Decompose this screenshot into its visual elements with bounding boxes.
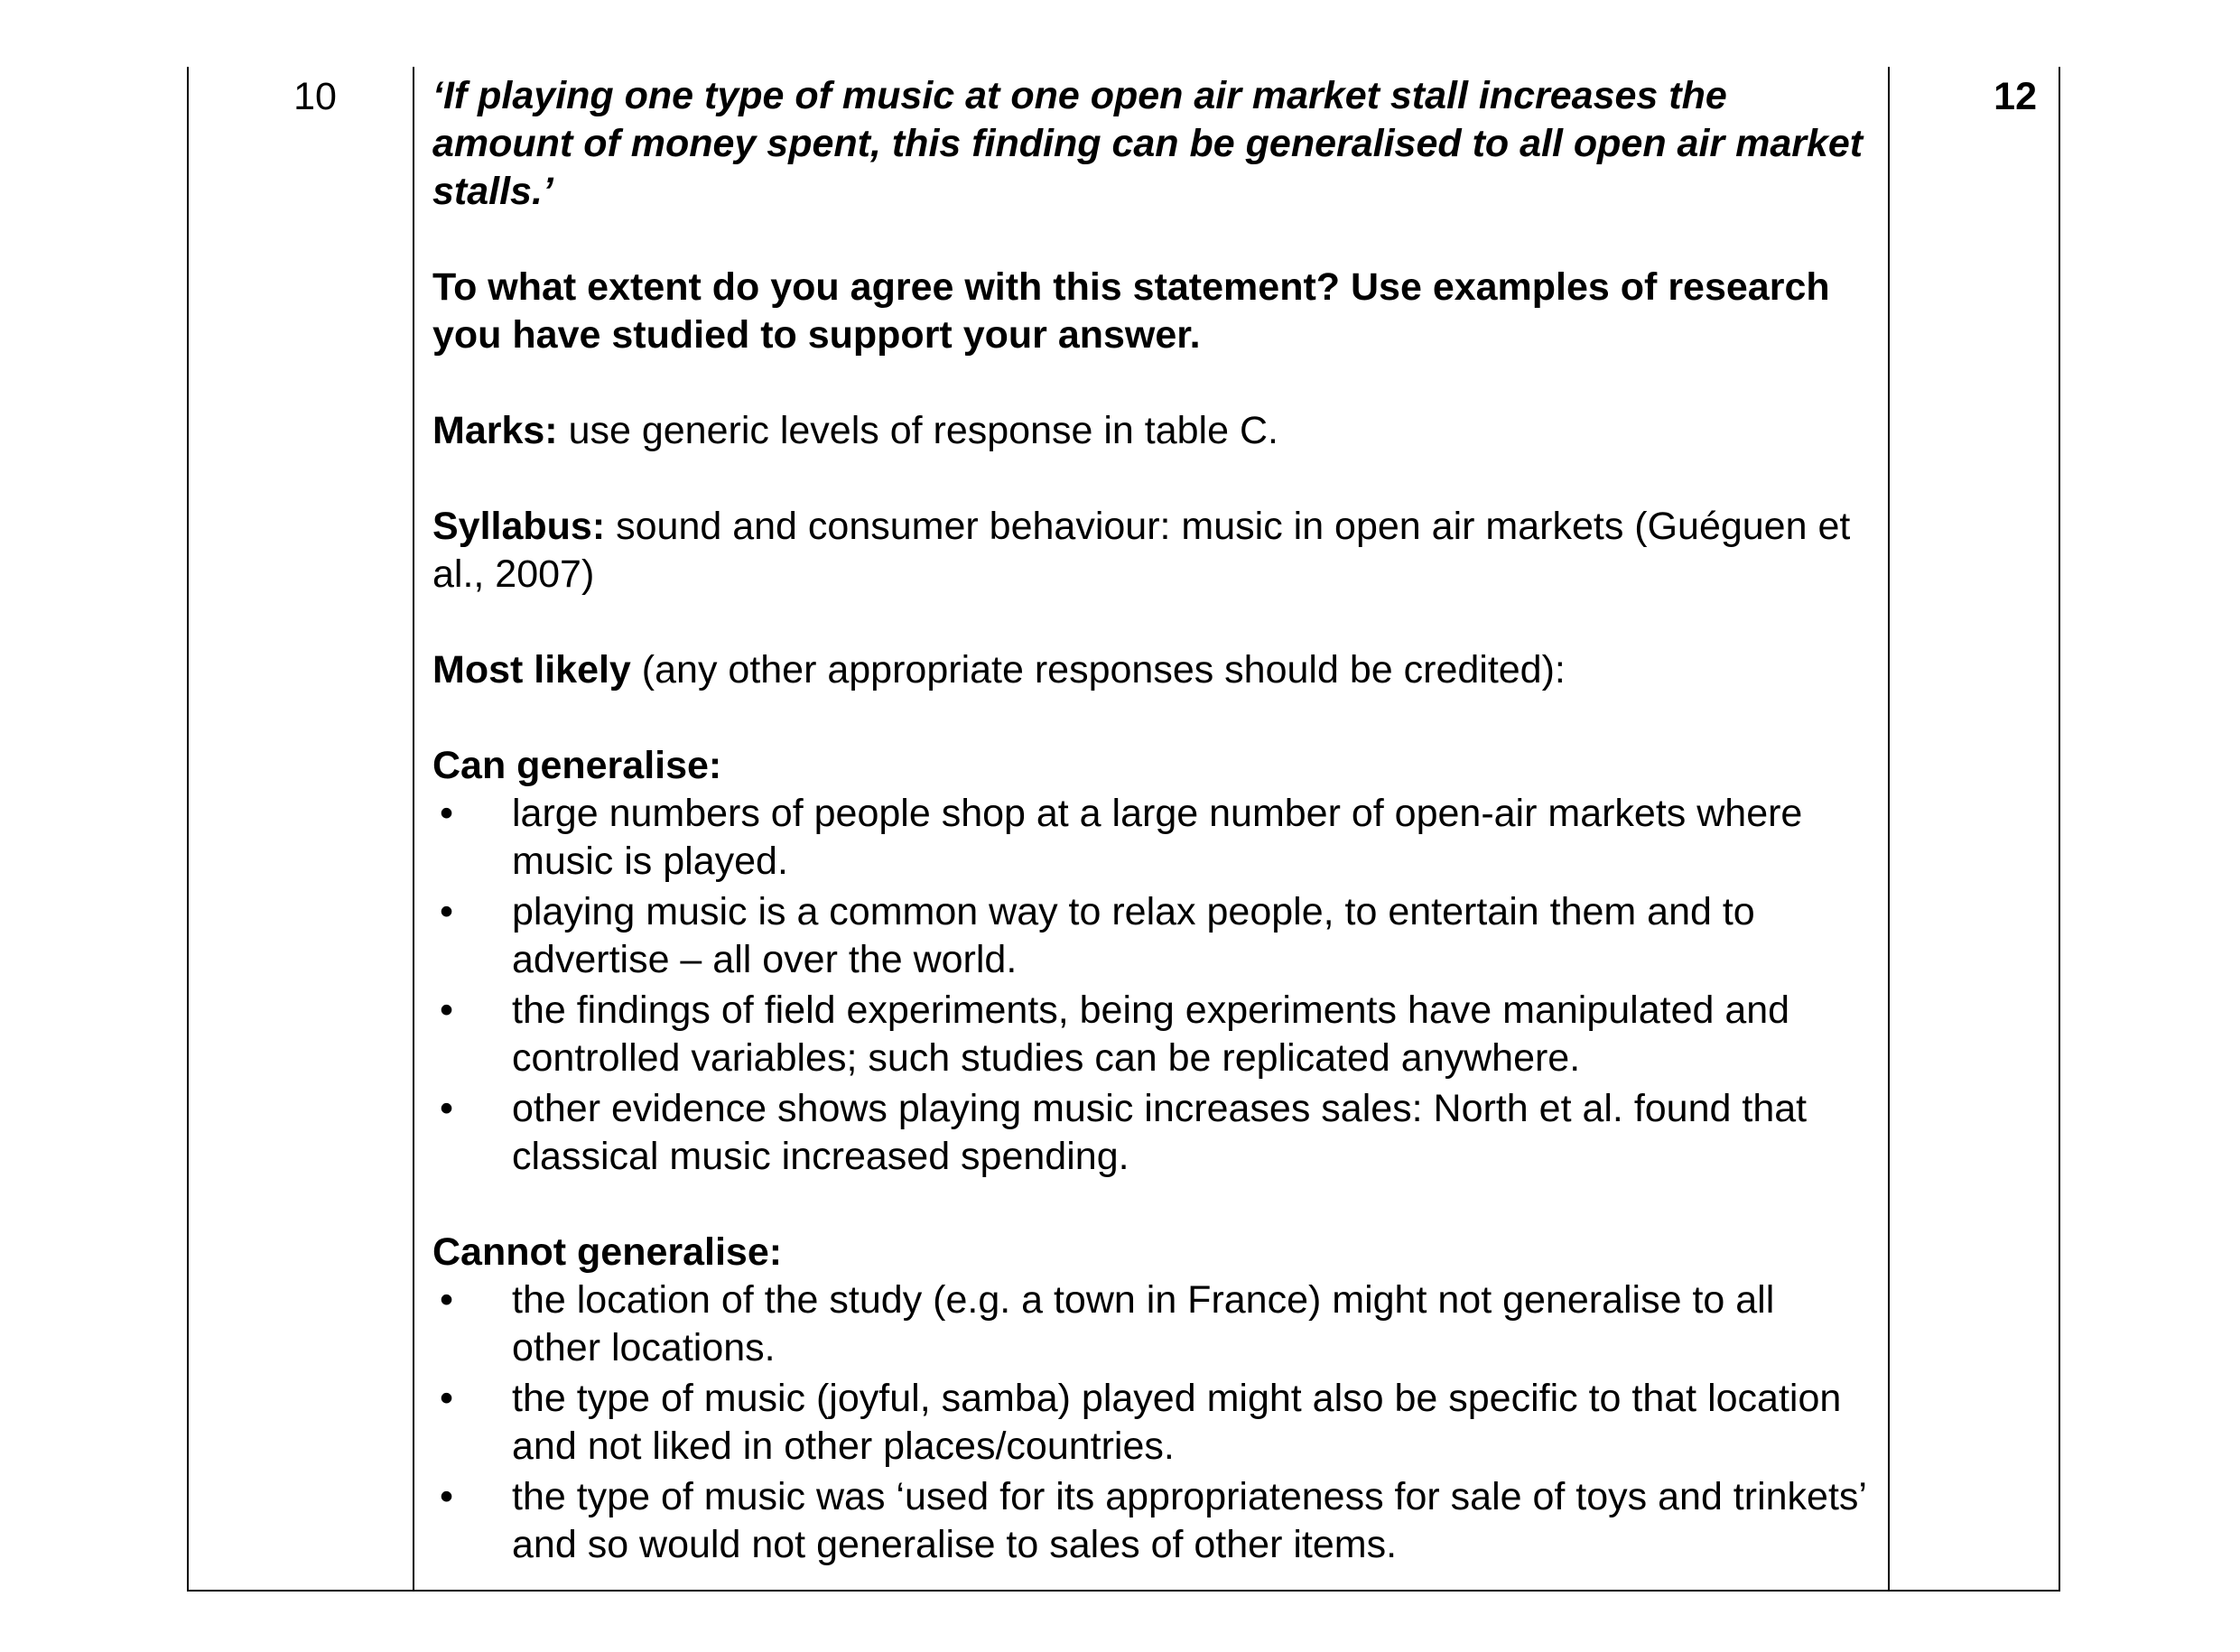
marks-label: Marks: [432, 409, 558, 452]
question-number: 10 [293, 75, 337, 118]
mark-scheme-table [187, 67, 2060, 1592]
list-item [432, 1473, 1873, 1569]
syllabus-line [432, 503, 1873, 599]
list-item [432, 1375, 1873, 1471]
question-prompt: To what extent do you agree with this statement? Use examples of research you have studied to support your answer. [432, 265, 1830, 357]
question-statement: ‘If playing one type of music at one open air market stall increases the amount of money spent, this finding can be generalised to all open air market stalls.’ [432, 74, 1864, 213]
cannot-generalise-heading: Cannot generalise: [432, 1230, 783, 1274]
list-item-text: the findings of field experiments, being experiments have manipulated and controlled variables; such studies can be replicated anywhere. [512, 988, 1790, 1080]
total-marks: 12 [1994, 75, 2037, 118]
bullet-icon: • [440, 792, 454, 835]
list-item-text: playing music is a common way to relax people, to entertain them and to advertise – all over the world. [512, 890, 1755, 981]
can-generalise-list [432, 790, 1873, 1181]
column-divider-left [413, 67, 414, 1590]
most-likely-line [432, 646, 1873, 694]
bullet-icon: • [440, 1475, 454, 1518]
list-item-text: other evidence shows playing music increases sales: North et al. found that classical music increased spending. [512, 1087, 1808, 1178]
bullet-icon: • [440, 1087, 454, 1130]
can-generalise-heading: Can generalise: [432, 744, 722, 787]
list-item-text: large numbers of people shop at a large number of open-air markets where music is played. [512, 792, 1803, 883]
list-item-text: the type of music was ‘used for its appropriateness for sale of toys and trinkets’ and so would not generalise to sales of other items. [512, 1475, 1866, 1566]
list-item [432, 987, 1873, 1082]
cannot-generalise-list [432, 1276, 1873, 1569]
column-divider-right [1888, 67, 1890, 1590]
syllabus-text: sound and consumer behaviour: music in open air markets (Guéguen et al., 2007) [432, 505, 1851, 596]
bullet-icon: • [440, 1278, 454, 1322]
bullet-icon: • [440, 1377, 454, 1420]
most-likely-text: (any other appropriate responses should be credited): [630, 648, 1566, 691]
marks-line [432, 407, 1873, 455]
list-item [432, 1276, 1873, 1372]
most-likely-label: Most likely [432, 648, 631, 691]
list-item [432, 790, 1873, 886]
list-item [432, 1085, 1873, 1181]
answer-guidance [432, 72, 1873, 1572]
syllabus-label: Syllabus: [432, 505, 606, 548]
bullet-icon: • [440, 988, 454, 1032]
bullet-icon: • [440, 890, 454, 933]
list-item-text: the location of the study (e.g. a town in France) might not generalise to all other locations. [512, 1278, 1775, 1369]
list-item [432, 888, 1873, 984]
marks-text: use generic levels of response in table C. [557, 409, 1278, 452]
list-item-text: the type of music (joyful, samba) played might also be specific to that location and not liked in other places/countries. [512, 1377, 1842, 1468]
